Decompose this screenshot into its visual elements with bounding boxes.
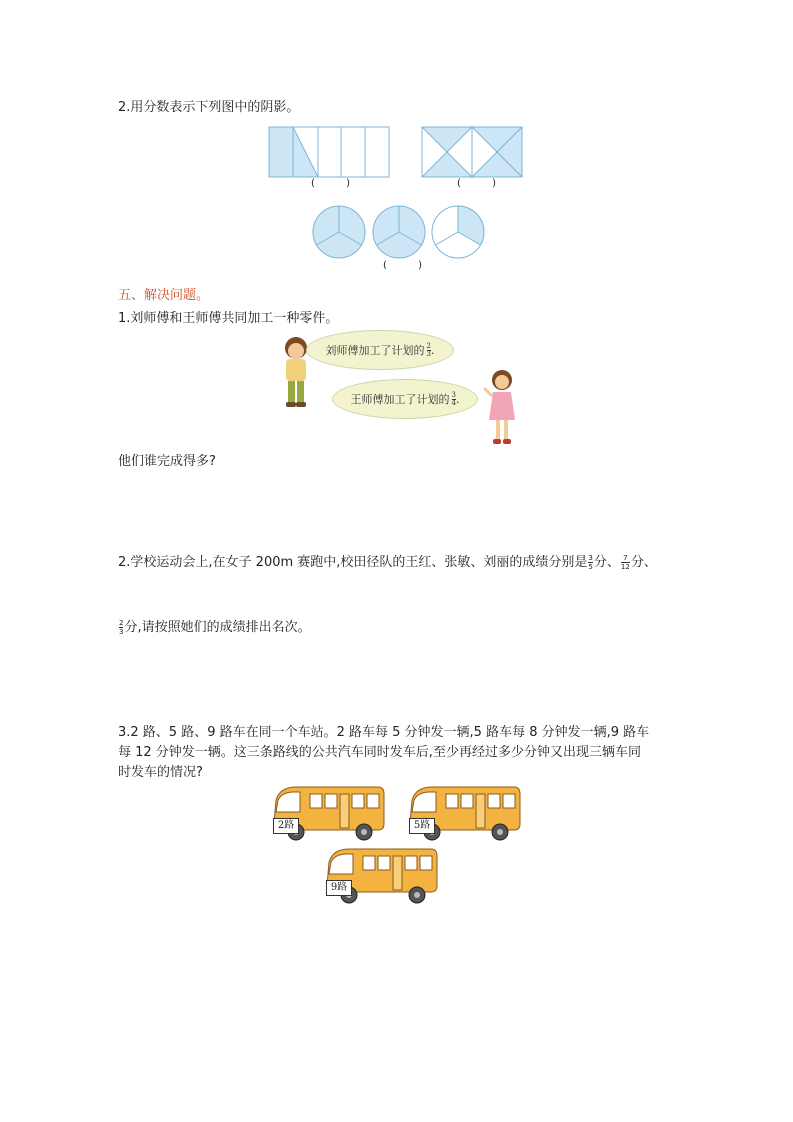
problem-1-question: 他们谁完成得多? xyxy=(118,454,216,469)
section-title: 五、解决问题。 xyxy=(118,288,210,303)
bubble-1-numerator: 2 xyxy=(426,341,431,350)
problem-2-fraction-3 xyxy=(119,619,123,636)
bus-illustration-9 xyxy=(323,846,441,906)
bubble-2-end: . xyxy=(455,392,460,406)
answer-paren-3: ( ) xyxy=(383,260,436,271)
bus-label-5: 5路 xyxy=(409,818,435,834)
problem-2-line-1 xyxy=(118,554,657,572)
problem-2-text-b: 分,请按照她们的成绩排出名次。 xyxy=(124,620,311,635)
fraction-3-denominator: 3 xyxy=(119,628,124,636)
answer-paren-2: ( ) xyxy=(457,178,510,189)
circle-figure-2 xyxy=(371,204,427,260)
fraction-3-numerator: 2 xyxy=(119,619,124,627)
problem-3-line-1: 3.2 路、5 路、9 路车在同一个车站。2 路车每 5 分钟发一辆,5 路车每 8 分钟发一辆,9 路车 xyxy=(118,725,650,740)
problem-2-fraction-1 xyxy=(588,554,592,571)
problem-1-title: 1.刘师傅和王师傅共同加工一种零件。 xyxy=(118,311,339,326)
fraction-1-numerator: 3 xyxy=(588,554,593,562)
fraction-2-denominator: 12 xyxy=(620,563,630,571)
answer-paren-1: ( ) xyxy=(311,178,364,189)
speech-bubble-2 xyxy=(332,379,478,419)
circle-figure-1 xyxy=(311,204,367,260)
fraction-1-denominator: 5 xyxy=(588,563,593,571)
rectangle-figure-1 xyxy=(268,126,390,178)
separator-1: 分、 xyxy=(593,555,620,570)
problem-2-text-a: 2.学校运动会上,在女子 200m 赛跑中,校田径队的王红、张敏、刘丽的成绩分别是 xyxy=(118,555,588,570)
bubble-1-text: 刘师傅加工了计划的 xyxy=(325,344,425,357)
problem-2-fraction-2 xyxy=(621,554,630,571)
bubble-1-denominator: 3 xyxy=(426,349,431,358)
bubble-2-numerator: 3 xyxy=(451,390,456,399)
question-2-title: 2.用分数表示下列图中的阴影。 xyxy=(118,100,300,115)
problem-2-line-2 xyxy=(118,619,311,637)
bubble-2-text: 王师傅加工了计划的 xyxy=(350,393,450,406)
speech-bubble-1 xyxy=(306,330,454,370)
rectangle-figure-2 xyxy=(421,126,523,178)
fraction-2-numerator: 7 xyxy=(623,554,628,562)
bus-label-2: 2路 xyxy=(273,818,299,834)
bubble-2-denominator: 4 xyxy=(451,398,456,407)
bubble-1-end: . xyxy=(430,343,435,357)
problem-3-line-2: 每 12 分钟发一辆。这三条路线的公共汽车同时发车后,至少再经过多少分钟又出现三辆车同 xyxy=(118,745,641,760)
girl-illustration xyxy=(482,368,522,448)
separator-2: 分、 xyxy=(630,555,657,570)
circle-figure-3 xyxy=(430,204,486,260)
bus-label-9: 9路 xyxy=(326,880,352,896)
problem-3-line-3: 时发车的情况? xyxy=(118,765,203,780)
